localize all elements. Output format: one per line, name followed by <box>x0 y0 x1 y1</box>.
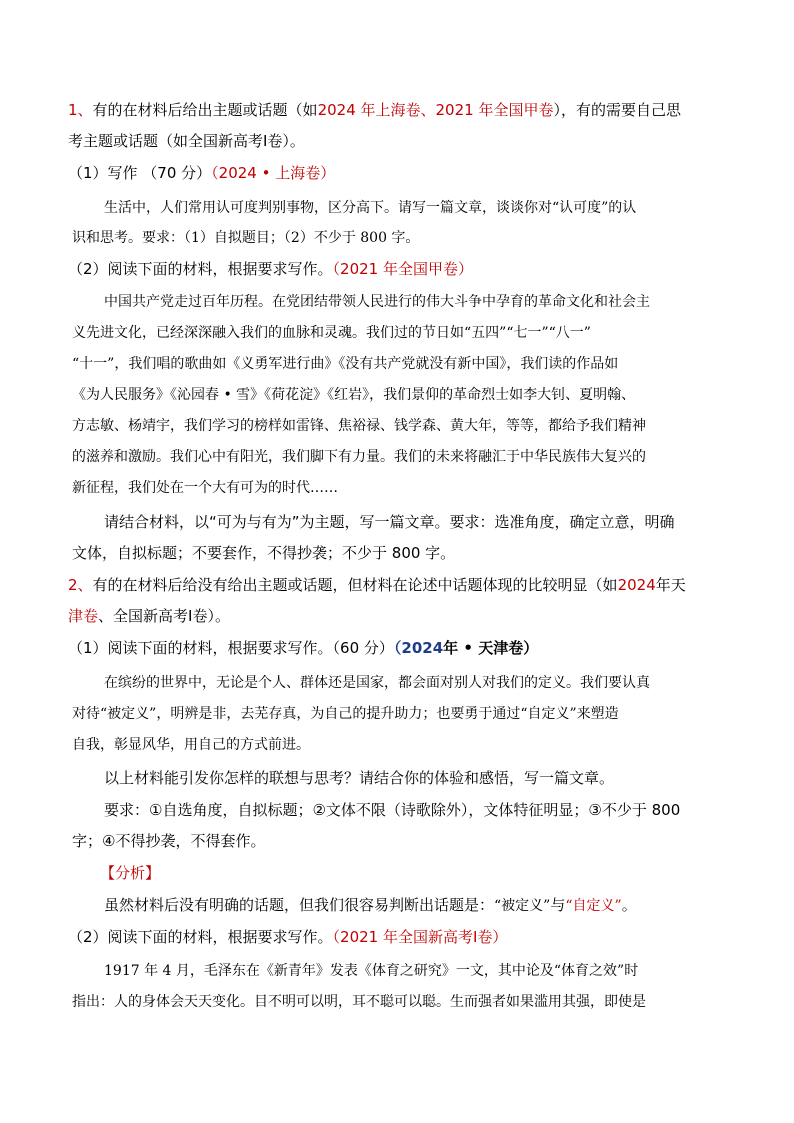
section-1-number: 1、 <box>68 101 93 119</box>
material-text: 中国共产党走过百年历程。在党团结带领人民进行的伟大斗争中孕育的革命文化和社会主 <box>104 294 650 310</box>
analysis-text: 虽然材料后没有明确的话题，但我们很容易判断出话题是：“被定义”与“自定义”。 <box>104 896 637 914</box>
material-text: 识和思考。要求：（1）自拟题目；（2）不少于 800 字。 <box>72 230 420 246</box>
question-source: （2024 <box>393 639 444 657</box>
question-source: （2024 • 上海卷） <box>211 164 336 182</box>
question-source: （2021 年全国甲卷） <box>332 260 473 278</box>
section-1-heading: 1、有的在材料后给出主题或话题（如2024 年上海卷、2021 年全国甲卷），有的需要自己思 <box>68 101 681 119</box>
material-text: 指出：人的身体会天天变化。目不明可以明，耳不聪可以聪。生而强者如果滥用其强，即使是 <box>72 994 646 1010</box>
section-2-number: 2、 <box>68 576 93 594</box>
question-source: （2021 年全国新高考Ⅰ卷） <box>332 928 508 946</box>
material-text: 自我，彰显风华，用自己的方式前进。 <box>72 737 310 753</box>
material-text: 《为人民服务》《沁园春 • 雪》《荷花淀》《红岩》，我们景仰的革命烈士如李大钊、夏明翰、 <box>72 387 636 403</box>
section-2-heading: 2、有的在材料后给没有给出主题或话题，但材料在论述中话题体现的比较明显（如2024年天 <box>68 576 686 594</box>
material-text: 方志敏、杨靖宇，我们学习的榜样如雷锋、焦裕禄、钱学森、黄大年，等等，都给予我们精神 <box>72 418 646 434</box>
material-text: 的滋养和激励。我们心中有阳光，我们脚下有力量。我们的未来将融汇于中华民族伟大复兴的 <box>72 449 646 465</box>
material-text: 生活中，人们常用认可度判别事物，区分高下。请写一篇文章，谈谈你对“认可度”的认 <box>104 200 637 216</box>
material-text: 义先进文化，已经深深融入我们的血脉和灵魂。我们过的节日如“五四”“七一”“八一” <box>72 325 591 341</box>
requirement-text: 文体，自拟标题；不要套作，不得抄袭；不少于 800 字。 <box>72 544 456 562</box>
requirement-text: 请结合材料，以“可为与有为”为主题，写一篇文章。要求：选准角度，确定立意，明确 <box>104 513 675 531</box>
section-1-heading-cont: 考主题或话题（如全国新高考Ⅰ卷）。 <box>68 132 305 150</box>
requirement-text: 要求：①自选角度，自拟标题；②文体不限（诗歌除外），文体特征明显；③不少于 800 <box>104 801 681 819</box>
prompt-text: 以上材料能引发你怎样的联想与思考？请结合你的体验和感悟，写一篇文章。 <box>104 769 615 787</box>
material-text: 1917 年 4 月，毛泽东在《新青年》发表《体育之研究》一文，其中论及“体育之效”时 <box>104 963 639 979</box>
material-text: 在缤纷的世界中，无论是个人、群体还是国家，都会面对别人对我们的定义。我们要认真 <box>104 675 650 691</box>
question-label: （1）阅读下面的材料，根据要求写作。（60 分）（2024年 • 天津卷） <box>68 639 539 657</box>
material-text: 对待“被定义”，明辨是非，去芜存真，为自己的提升助力；也要勇于通过“自定义”来塑造 <box>72 706 619 722</box>
analysis-label: 【分析】 <box>100 864 161 882</box>
material-text: 新征程，我们处在一个大有可为的时代…… <box>72 480 338 496</box>
question-label: （2）阅读下面的材料，根据要求写作。（2021 年全国新高考Ⅰ卷） <box>68 928 508 946</box>
question-label: （1）写作 （70 分）（2024 • 上海卷） <box>68 164 336 182</box>
material-text: “十一”，我们唱的歌曲如《义勇军进行曲》《没有共产党就没有新中国》，我们读的作品如 <box>72 356 619 372</box>
section-2-heading-cont: 津卷、全国新高考Ⅰ卷）。 <box>68 607 230 625</box>
requirement-text: 字；④不得抄袭，不得套作。 <box>72 832 266 850</box>
question-label: （2）阅读下面的材料，根据要求写作。（2021 年全国甲卷） <box>68 260 473 278</box>
